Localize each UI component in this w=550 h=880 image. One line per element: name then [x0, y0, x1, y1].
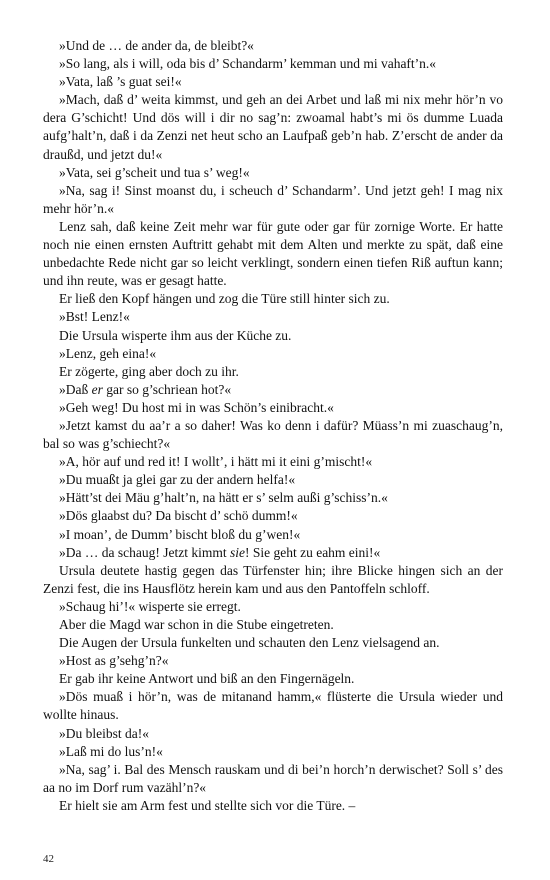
paragraph: »Hätt’st dei Mäu g’halt’n, na hätt er s’ selm außi g’schiss’n.«: [59, 490, 388, 506]
paragraph: »Du muaßt ja glei gar zu der andern helfa!«: [59, 472, 296, 488]
paragraph: »Daß er gar so g’schriean hot?«: [59, 381, 232, 397]
paragraph: Aber die Magd war schon in die Stube eingetreten.: [59, 617, 334, 632]
paragraph: Die Augen der Ursula funkelten und schauten den Lenz vielsagend an.: [59, 635, 440, 651]
paragraph: »Da … da schaug! Jetzt kimmt sie! Sie geht zu eahm eini!«: [59, 544, 381, 560]
body-text: [43, 37, 503, 815]
page-number: 42: [43, 853, 54, 865]
paragraph: »Jetzt kamst du aa’r a so daher! Was ko denn i dafür? Müass’n mi zuaschaug’n, bal so was g’schiecht?«: [43, 417, 503, 452]
paragraph: »A, hör auf und red it! I wollt’, i hätt mi it eini g’mischt!«: [59, 454, 373, 470]
paragraph: »So lang, als i will, oda bis d’ Schandarm’ kemman und mi vahaft’n.«: [59, 56, 437, 72]
paragraph: Ursula deutete hastig gegen das Türfenster hin; ihre Blicke hingen sich an der Zenzi fest, die ins Hausflötz herein kam und aus den Pantoffeln schloff.: [43, 562, 503, 596]
paragraph: »Du bleibst da!«: [59, 725, 149, 741]
paragraph: »Host as g’sehg’n?«: [59, 653, 169, 669]
paragraph: »Lenz, geh eina!«: [59, 345, 157, 361]
paragraph: »Schaug hi’!« wisperte sie erregt.: [59, 598, 241, 614]
paragraph: »Geh weg! Du host mi in was Schön’s einibracht.«: [59, 399, 334, 415]
paragraph: »I moan’, de Dumm’ bischt bloß du g’wen!«: [59, 526, 301, 542]
paragraph: Die Ursula wisperte ihm aus der Küche zu.: [59, 327, 292, 343]
emphasis: er: [91, 381, 103, 397]
paragraph: »Dös muaß i hör’n, was de mitanand hamm,« flüsterte die Ursula wieder und wollte hinaus.: [43, 689, 503, 723]
emphasis: sie: [229, 544, 245, 560]
paragraph: Lenz sah, daß keine Zeit mehr war für gute oder gar für zornige Worte. Er hatte noch nie einen ernsten Auftritt gehabt mit dem Alten und merkte zu spät, daß eine unbedachte Rede nicht gar so leicht verklingt, sondern einen tiefen Riß auftun kann; und ihn reute, was er gesagt hatte.: [43, 218, 503, 289]
paragraph: »Na, sag i! Sinst moanst du, i scheuch d’ Schandarm’. Und jetzt geh! I mag nix mehr hör’n.«: [43, 182, 503, 216]
paragraph: »Vata, sei g’scheit und tua s’ weg!«: [59, 164, 250, 180]
paragraph: »Und de … de ander da, de bleibt?«: [59, 38, 254, 53]
paragraph: Er hielt sie am Arm fest und stellte sich vor die Türe. –: [59, 797, 356, 813]
paragraph: »Vata, laß ’s guat sei!«: [59, 74, 182, 90]
paragraph: Er zögerte, ging aber doch zu ihr.: [59, 363, 239, 379]
paragraph: »Na, sag’ i. Bal des Mensch rauskam und di bei’n horch’n derwischet? Soll s’ des aa no im Dorf rum vazähl’n?«: [43, 761, 503, 795]
paragraph: Er gab ihr keine Antwort und biß an den Fingernägeln.: [59, 671, 355, 687]
paragraph: Er ließ den Kopf hängen und zog die Türe still hinter sich zu.: [59, 291, 390, 307]
paragraph: »Mach, daß d’ weita kimmst, und geh an dei Arbet und laß mi nix mehr hör’n vo dera G’schicht! Und dös will i dir no sag’n: zwoamal habt’s mi ös dumme Luada aufg’halt’n, daß i da Zenzi net heut scho an Laufpaß geb’n hab. Z’erscht de ander da draußd, und jetzt du!«: [43, 92, 503, 162]
paragraph: »Bst! Lenz!«: [59, 309, 130, 325]
paragraph: »Laß mi do lus’n!«: [59, 743, 163, 759]
paragraph: »Dös glaabst du? Da bischt d’ schö dumm!«: [59, 508, 298, 524]
